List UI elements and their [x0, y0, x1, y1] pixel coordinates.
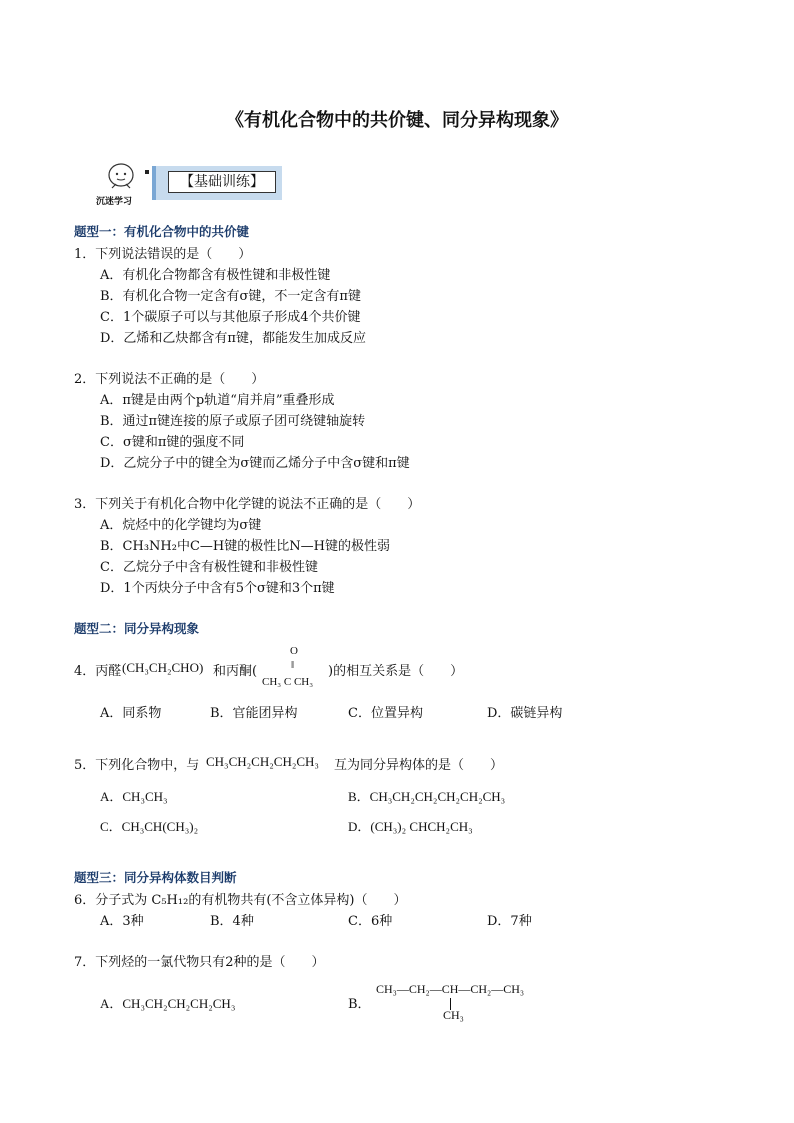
section-heading: 题型一：有机化合物中的共价键: [74, 224, 250, 239]
section-heading: 题型二：同分异构现象: [74, 621, 200, 636]
mascot-label: 沉迷学习: [96, 197, 133, 207]
section-heading: 题型三：同分异构体数目判断: [74, 870, 237, 885]
pentane-formula: CH₃CH₂CH₂CH₂CH₃: [206, 754, 319, 769]
option: A．CH₃CH₂CH₂CH₂CH₃: [100, 996, 236, 1011]
option: B．CH₃NH₂中C—H键的极性比N—H键的极性弱: [100, 539, 390, 554]
question-stem: 3．下列关于有机化合物中化学键的说法不正确的是（ ）: [74, 497, 421, 512]
option: C．6种: [348, 914, 393, 929]
bullet-dot: [145, 170, 149, 174]
option: A．π键是由两个p轨道“肩并肩”重叠形成: [100, 393, 335, 408]
section-banner: [152, 166, 282, 200]
option: D．乙烷分子中的键全为σ键而乙烯分子中含σ键和π键: [100, 456, 410, 471]
ketone-oxygen: O: [290, 645, 298, 657]
question-stem: 1．下列说法错误的是（ ）: [74, 247, 252, 262]
ketone-skeleton: CH₃ C CH₃: [262, 676, 314, 688]
question-stem: 和丙酮(: [213, 664, 258, 679]
option: C．乙烷分子中含有极性键和非极性键: [100, 560, 318, 575]
page-title: 《有机化合物中的共价键、同分异构现象》: [226, 110, 568, 131]
option-label: B．: [348, 997, 371, 1012]
option: A．CH₃CH₃: [100, 789, 168, 804]
question-stem: 4．丙醛: [74, 664, 122, 679]
option: B．官能团异构: [210, 706, 298, 721]
option: A．3种: [100, 914, 144, 929]
mascot-icon: [104, 160, 138, 194]
option: C．1个碳原子可以与其他原子形成4个共价键: [100, 310, 361, 325]
option: D．乙烯和乙炔都含有π键，都能发生加成反应: [100, 331, 366, 346]
option: C．位置异构: [348, 706, 423, 721]
question-stem: 互为同分异构体的是（ ）: [334, 758, 504, 773]
option: C．CH₃CH(CH₃)₂: [100, 819, 199, 834]
option: D．1个丙炔分子中含有5个σ键和3个π键: [100, 581, 335, 596]
option: A．烷烃中的化学键均为σ键: [100, 518, 262, 533]
aldehyde-formula: (CH₃CH₂CHO): [122, 660, 204, 675]
banner-label: 【基础训练】: [168, 171, 276, 193]
structural-formula-main: CH₃—CH₂—CH—CH₂—CH₃: [376, 982, 525, 996]
question-stem: 5．下列化合物中，与: [74, 758, 200, 773]
option: B．通过π键连接的原子或原子团可绕键轴旋转: [100, 414, 366, 429]
question-stem: 7．下列烃的一氯代物只有2种的是（ ）: [74, 955, 325, 970]
option: B．有机化合物一定含有σ键，不一定含有π键: [100, 289, 361, 304]
ketone-double-bond: ‖: [291, 659, 295, 671]
option: D．7种: [487, 914, 532, 929]
question-stem: )的相互关系是（ ）: [328, 664, 464, 679]
option: B．CH₃CH₂CH₂CH₂CH₂CH₃: [348, 789, 506, 804]
option: D．碳链异构: [487, 706, 563, 721]
option: B．4种: [210, 914, 254, 929]
question-stem: 6．分子式为 C₅H₁₂的有机物共有(不含立体异构)（ ）: [74, 893, 407, 908]
option: A．同系物: [100, 706, 162, 721]
option: D．(CH₃)₂ CHCH₂CH₃: [348, 819, 473, 834]
structural-formula-branch: CH₃: [443, 1008, 464, 1022]
question-stem: 2．下列说法不正确的是（ ）: [74, 372, 265, 387]
option: C．σ键和π键的强度不同: [100, 435, 245, 450]
option: A．有机化合物都含有极性键和非极性键: [100, 268, 331, 283]
